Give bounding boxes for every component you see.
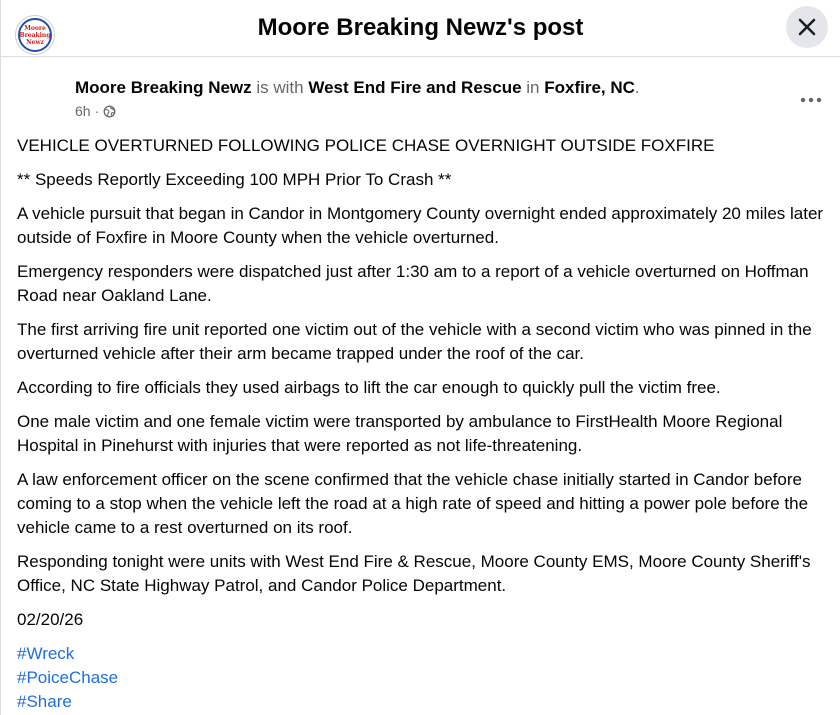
author-link[interactable]: Moore Breaking Newz [75,78,252,97]
avatar[interactable] [15,15,55,55]
in-text: in [521,78,545,97]
post-paragraph-headline: VEHICLE OVERTURNED FOLLOWING POLICE CHASE OVERNIGHT OUTSIDE FOXFIRE [17,136,715,155]
post-paragraph: Emergency responders were dispatched just after 1:30 am to a report of a vehicle overturned on Hoffman Road near Oakland Lane. [17,262,809,305]
period-text: . [634,78,640,97]
close-icon [798,18,816,36]
avatar-logo-text-3: Newz [26,38,44,46]
post-paragraph-subhead: ** Speeds Reportly Exceeding 100 MPH Prior To Crash ** [17,170,452,189]
is-with-text: is with [251,78,309,97]
post-meta [75,103,116,119]
hashtag-link[interactable]: #Share [17,692,72,711]
post-body [17,134,835,714]
close-button[interactable] [786,6,828,48]
dialog-header [1,0,840,57]
post-date: 02/20/26 [17,610,84,629]
post-timestamp[interactable]: 6h [75,103,91,119]
avatar-logo-text-2: Breaking [19,31,51,39]
post-paragraph: The first arriving fire unit reported one victim out of the vehicle with a second victim who was pinned in the overturned vehicle after their arm became trapped under the roof of the car. [17,320,812,363]
hashtag-link[interactable]: #Wreck [17,644,75,663]
page-logo [18,18,52,52]
post-paragraph: Responding tonight were units with West End Fire & Rescue, Moore County EMS, Moore County Sheriff's Office, NC State Highway Patrol, and Candor Police Department. [17,552,811,595]
post-paragraph: A vehicle pursuit that began in Candor in Montgomery County overnight ended approximately 20 miles later outside of Foxfire in Moore County when the vehicle overturned. [17,204,824,247]
tagged-page-link[interactable]: West End Fire and Rescue [308,78,522,97]
hashtag-list [17,642,835,714]
meta-separator: · [94,103,100,119]
post-paragraph: A law enforcement officer on the scene confirmed that the vehicle chase initially started in Candor before coming to a stop when the vehicle left the road at a high rate of speed and hitting a power pole before the vehicle came to a rest overturned on its roof. [17,470,809,537]
globe-icon [103,105,116,118]
post-paragraph: According to fire officials they used airbags to lift the car enough to quickly pull the victim free. [17,378,721,397]
avatar-logo-text-1: Moore [24,24,46,32]
dialog-title: Moore Breaking Newz's post [257,13,584,41]
post-author-line [75,78,640,98]
hashtag-link[interactable]: #PoiceChase [17,668,119,687]
location-link[interactable]: Foxfire, NC [544,78,635,97]
post-paragraph: One male victim and one female victim were transported by ambulance to FirstHealth Moore Regional Hospital in Pinehurst with injuries that were reported as not life-threatening. [17,412,783,455]
more-options-button[interactable] [796,85,826,115]
more-dots-icon [800,97,822,103]
